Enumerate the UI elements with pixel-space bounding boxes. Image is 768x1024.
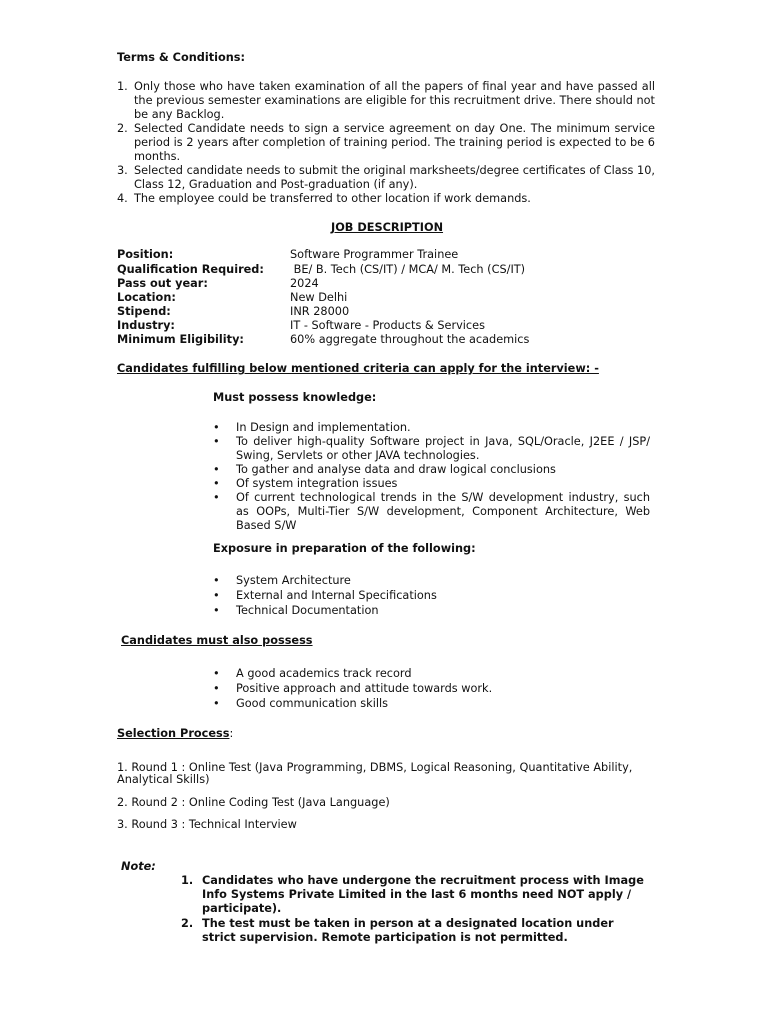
bullet: • [213,697,220,710]
bullet: • [213,463,220,476]
list-item [213,588,650,603]
pass-out-year-label: Pass out year: [117,277,208,290]
terms-item-text: Only those who have taken examination of all the papers of final year and have passed all the previous semester examinations are eligible for this recruitment drive. There should not be any Backlog. [134,80,655,121]
terms-item [117,122,655,164]
terms-item [117,164,655,192]
list-item [213,681,650,696]
also-possess-heading: Candidates must also possess [121,634,313,647]
list-item-text: Technical Documentation [236,604,379,617]
industry-value: IT - Software - Products & Services [290,319,485,332]
bullet: • [213,477,220,490]
list-item-text: System Architecture [236,574,351,587]
list-item-text: Of system integration issues [236,477,398,490]
bullet: • [213,667,220,680]
terms-item-number: 1. [117,80,128,93]
list-item [213,573,650,588]
note-item-text: Candidates who have undergone the recruitment process with Image Info Systems Private Limited in the last 6 months need NOT apply / participate). [202,874,644,915]
bullet: • [213,682,220,695]
terms-item-text: Selected candidate needs to submit the original marksheets/degree certificates of Class 10, Class 12, Graduation and Post-graduation (if any). [134,164,655,191]
exposure-heading: Exposure in preparation of the following: [213,542,476,555]
location-label: Location: [117,291,176,304]
list-item-text: In Design and implementation. [236,421,411,434]
note-item-number: 2. [181,917,194,930]
minimum-eligibility-value: 60% aggregate throughout the academics [290,333,530,346]
list-item-text: Good communication skills [236,697,389,710]
list-item [213,696,650,711]
note-heading: Note: [121,860,156,873]
terms-item-text: Selected Candidate needs to sign a service agreement on day One. The minimum service period is 2 years after completion of training period. The training period is expected to be 6 months. [134,122,655,163]
list-item [213,666,650,681]
terms-heading: Terms & Conditions: [117,51,246,64]
round-3-text: 3. Round 3 : Technical Interview [117,818,297,831]
round-1-text: 1. Round 1 : Online Test (Java Programming, DBMS, Logical Reasoning, Quantitative Ability, Analytical Skills) [117,761,633,786]
bullet: • [213,491,220,504]
list-item [213,421,650,435]
position-value: Software Programmer Trainee [290,248,459,261]
list-item-text: A good academics track record [236,667,412,680]
location-value: New Delhi [290,291,348,304]
exposure-list [213,573,650,618]
position-label: Position: [117,248,174,261]
note-item [181,874,651,916]
knowledge-list [213,421,650,533]
list-item-text: Positive approach and attitude towards work. [236,682,493,695]
note-item-text: The test must be taken in person at a designated location under strict supervision. Remote participation is not permitted. [202,917,614,944]
list-item [213,491,650,533]
bullet: • [213,574,220,587]
terms-item-number: 3. [117,164,128,177]
qualification-label: Qualification Required: [117,263,264,276]
terms-item [117,80,655,122]
job-description-heading: JOB DESCRIPTION [331,221,444,234]
round-2-text: 2. Round 2 : Online Coding Test (Java Language) [117,796,390,809]
stipend-label: Stipend: [117,305,171,318]
selection-process-heading [117,727,233,741]
terms-item-text: The employee could be transferred to other location if work demands. [134,192,531,205]
terms-item-number: 2. [117,122,128,135]
note-item-number: 1. [181,874,194,887]
note-item [181,917,651,945]
list-item-text: To gather and analyse data and draw logical conclusions [236,463,556,476]
list-item [213,603,650,618]
bullet: • [213,421,220,434]
knowledge-heading: Must possess knowledge: [213,391,377,404]
list-item [213,435,650,463]
selection-process-colon: : [229,727,234,740]
bullet: • [213,435,220,448]
terms-list [117,80,655,206]
list-item-text: To deliver high-quality Software project in Java, SQL/Oracle, J2EE / JSP/ Swing, Servlets or other JAVA technologies. [236,435,650,462]
selection-process-title: Selection Process [117,727,230,740]
pass-out-year-value: 2024 [290,277,319,290]
list-item [213,463,650,477]
industry-label: Industry: [117,319,175,332]
minimum-eligibility-label: Minimum Eligibility: [117,333,244,346]
list-item [213,477,650,491]
terms-item [117,192,655,206]
also-possess-list [213,666,650,711]
criteria-heading: Candidates fulfilling below mentioned criteria can apply for the interview: - [117,362,599,375]
bullet: • [213,589,220,602]
list-item-text: External and Internal Specifications [236,589,437,602]
list-item-text: Of current technological trends in the S/W development industry, such as OOPs, Multi-Tier S/W development, Component Architecture, Web Based S/W [236,491,650,532]
terms-item-number: 4. [117,192,128,205]
bullet: • [213,604,220,617]
qualification-value: BE/ B. Tech (CS/IT) / MCA/ M. Tech (CS/IT) [290,263,526,276]
stipend-value: INR 28000 [290,305,350,318]
